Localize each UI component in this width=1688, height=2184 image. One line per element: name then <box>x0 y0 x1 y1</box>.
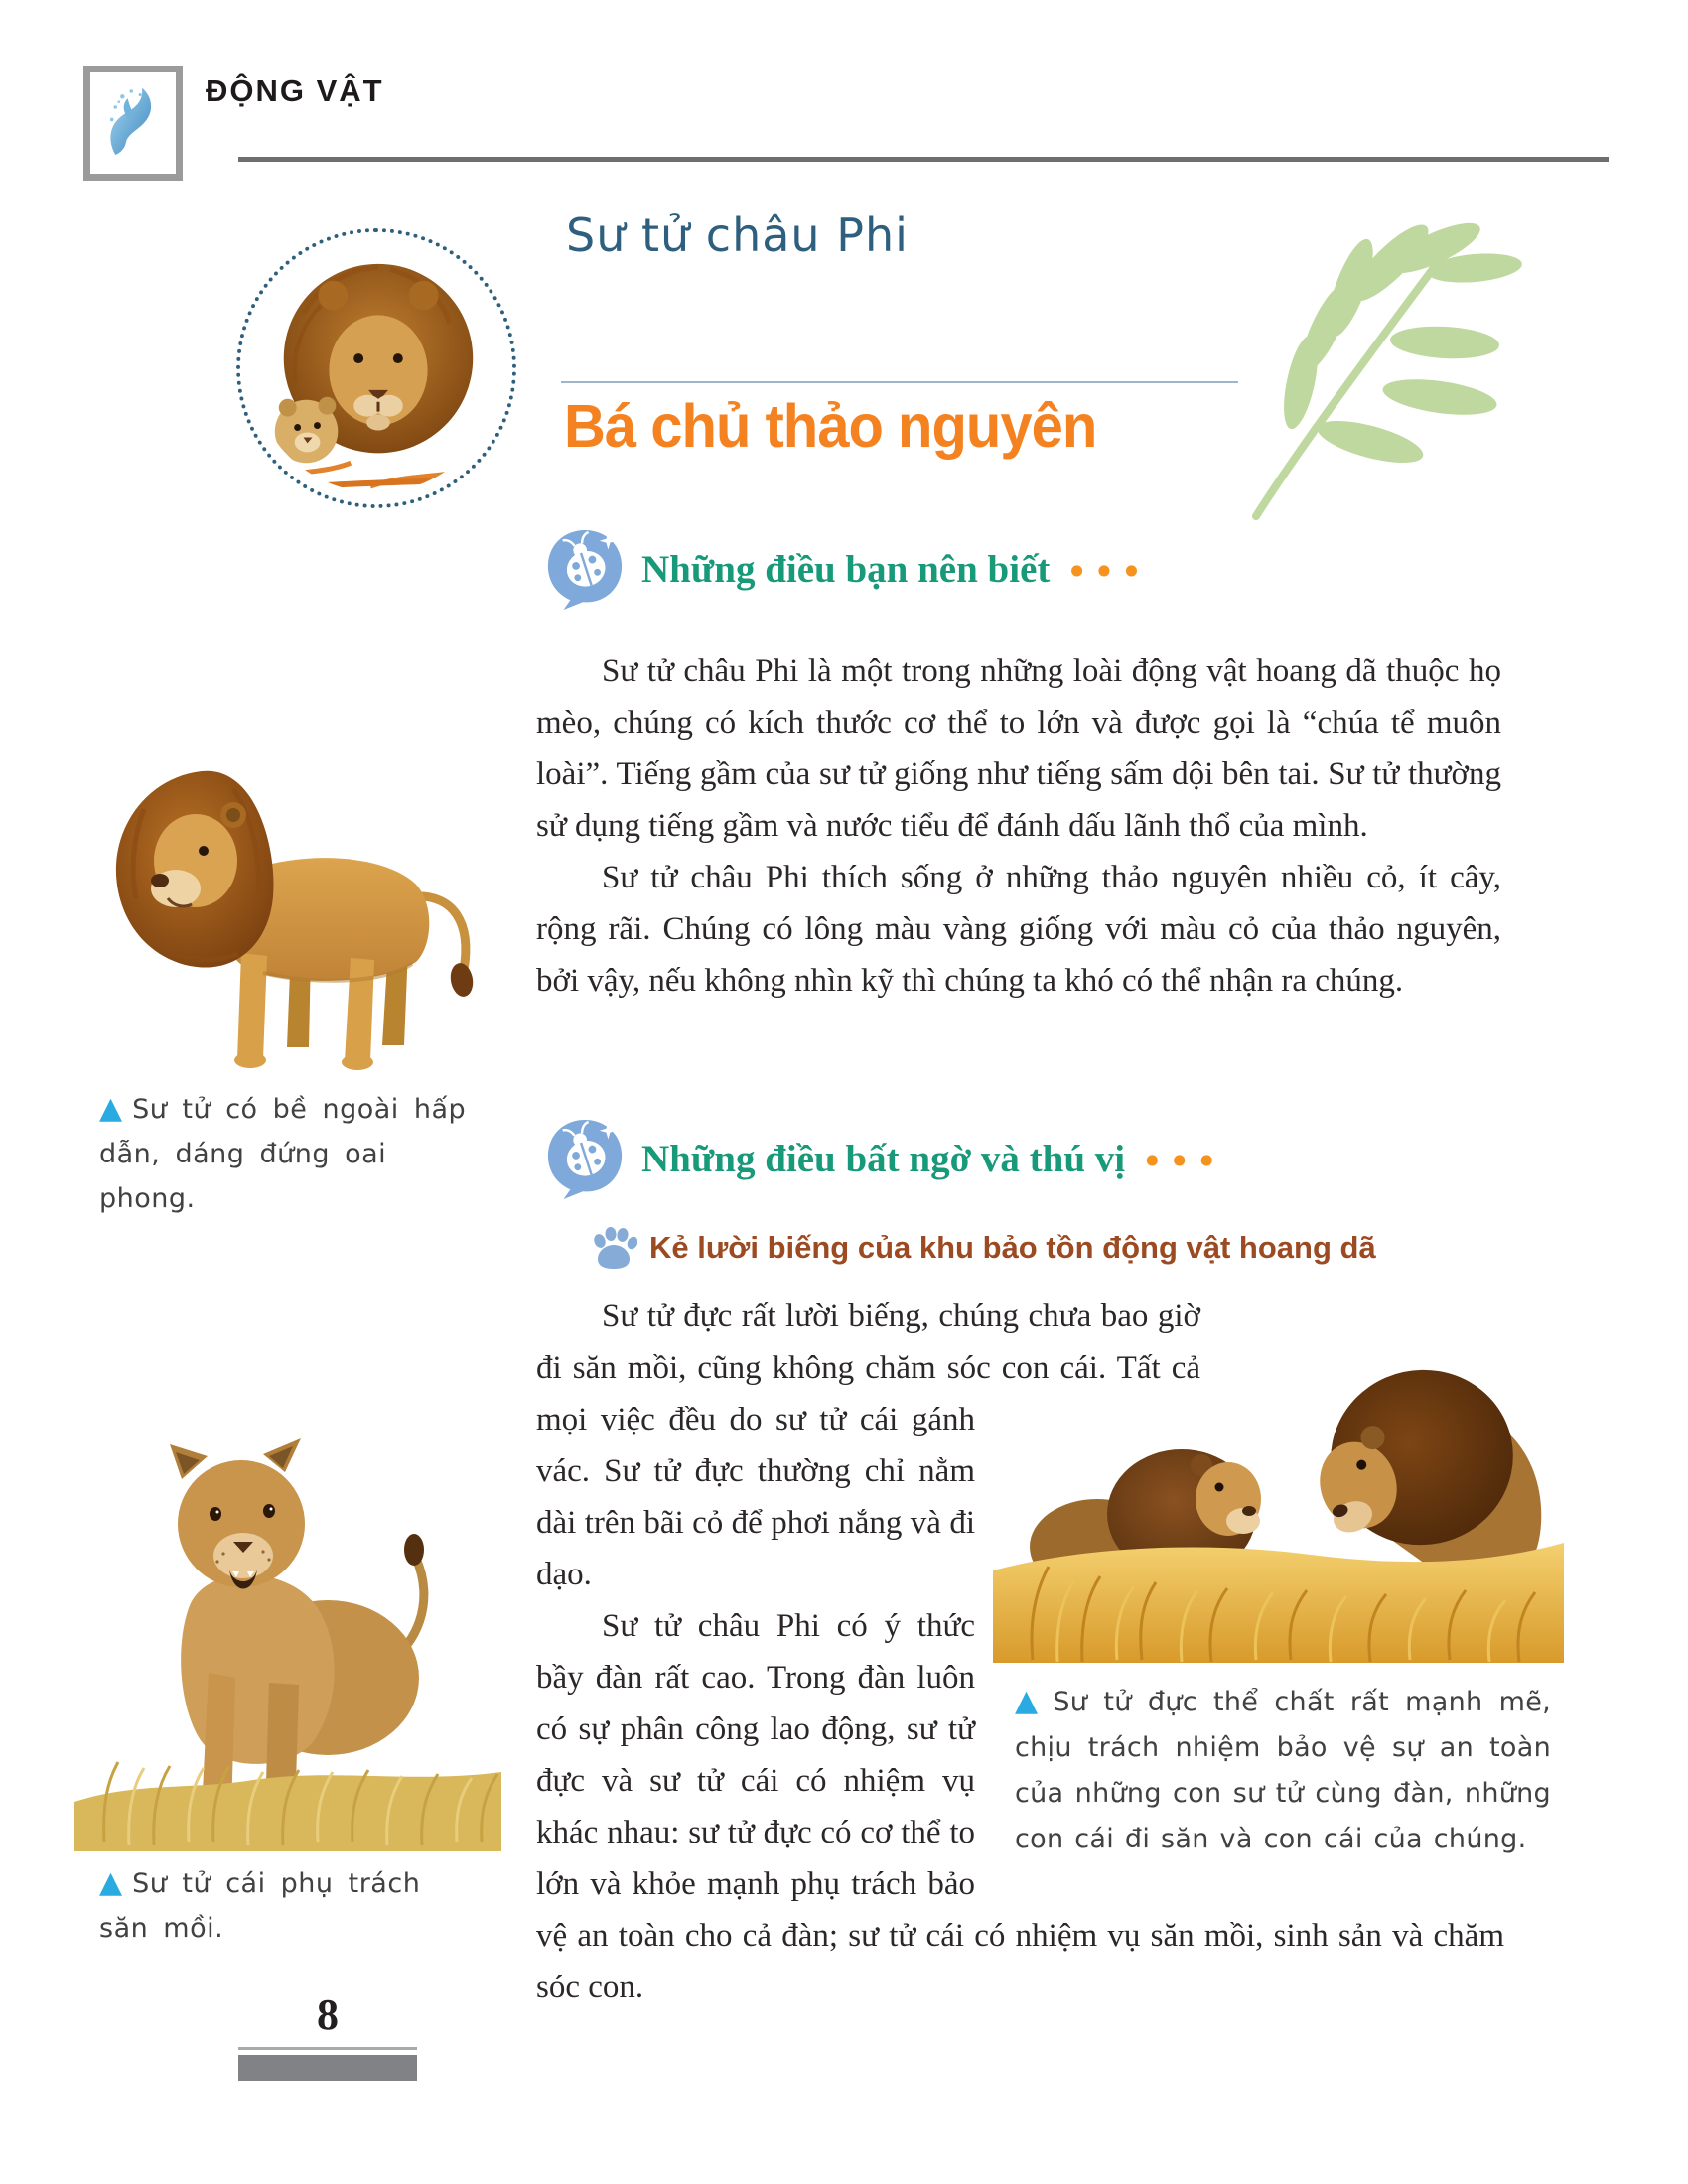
section-1-title: Những điều bạn nên biết <box>641 547 1051 591</box>
caption-text: Sư tử cái phụ trách săn mồi. <box>99 1868 421 1944</box>
footer-bar <box>238 2055 417 2081</box>
section-2-title: Những điều bất ngờ và thú vị <box>641 1137 1126 1180</box>
triangle-marker-icon: ▲ <box>99 1865 123 1900</box>
figure-lioness <box>74 1375 501 1851</box>
paragraph: Sư tử châu Phi là một trong những loài động vật hoang dã thuộc họ mèo, chúng có kích thước cơ thể to lớn và được gọi là “chúa tể muôn loài”. Tiếng gầm của sư tử giống như tiếng sấm dội bên tai. Sư tử thường sử dụng tiếng gầm và nước tiểu để đánh dấu lãnh thổ của mình. <box>536 653 1501 844</box>
section-1-body <box>536 645 1501 1007</box>
leaf-branch-icon <box>1231 194 1529 521</box>
caption-text: Sư tử có bề ngoài hấp dẫn, dáng đứng oai phong. <box>99 1094 467 1214</box>
dolphin-icon <box>101 81 165 165</box>
lion-portrait-frame <box>236 228 516 508</box>
standing-lion-image <box>84 750 501 1077</box>
ladybug-bubble-icon <box>544 526 626 612</box>
species-title: Sư tử châu Phi <box>566 208 909 262</box>
figure-caption <box>99 1860 457 1951</box>
footer-rule <box>238 2047 417 2050</box>
lion-portrait-photo <box>252 244 500 492</box>
lioness-image <box>74 1375 501 1851</box>
leaf-decoration <box>1231 194 1529 521</box>
page-number: 8 <box>317 1990 339 2039</box>
triangle-marker-icon: ▲ <box>1015 1684 1044 1718</box>
section-2-header <box>544 1116 1222 1201</box>
ladybug-bubble-icon <box>544 1116 626 1201</box>
lion-and-cub-image <box>252 244 500 492</box>
subsection-title: Kẻ lười biếng của khu bảo tồn động vật hoang dã <box>649 1230 1376 1265</box>
caption-text: Sư tử đực thể chất rất mạnh mẽ, chịu trách nhiệm bảo vệ sự an toàn của những con sư tử cùng đàn, những con cái đi săn và con cái của chúng. <box>1015 1687 1551 1854</box>
publisher-logo <box>83 66 183 181</box>
heading-dots: ••• <box>1141 1140 1223 1183</box>
section-2-body <box>536 1291 1551 2013</box>
paragraph: Sư tử châu Phi có ý thức bầy đàn rất cao. Trong đàn luôn có sự phân công lao động, sư tử đực và sư tử cái có nhiệm vụ khác nhau: sư tử đực có cơ thể to lớn và khỏe mạnh phụ trách bảo vệ an toàn cho cả đàn; sư tử cái có nhiệm vụ săn mồi, sinh sản và chăm sóc con. <box>536 1608 1504 2005</box>
paragraph: Sư tử đực rất lười biếng, chúng chưa bao giờ đi săn mồi, cũng không chăm sóc con cái. Tất cả mọi việc đều do sư tử cái gánh vác. Sư tử đực thường chỉ nằm dài trên bãi cỏ để phơi nắng và đi dạo. <box>536 1298 1200 1592</box>
subsection-header <box>590 1225 1376 1271</box>
page-headline: Bá chủ thảo nguyên <box>564 392 1097 461</box>
header-rule <box>238 157 1609 162</box>
figure-caption <box>99 1086 487 1221</box>
figure-caption <box>993 1679 1551 1862</box>
triangle-marker-icon: ▲ <box>99 1091 123 1126</box>
heading-dots: ••• <box>1065 550 1148 594</box>
page-category: ĐỘNG VẬT <box>206 73 384 108</box>
title-divider <box>561 381 1238 383</box>
paragraph: Sư tử châu Phi thích sống ở những thảo nguyên nhiều cỏ, ít cây, rộng rãi. Chúng có lông màu vàng giống với màu cỏ của thảo nguyên, bởi vậy, nếu không nhìn kỹ thì chúng ta khó có thể nhận ra chúng. <box>536 860 1501 999</box>
figure-standing-lion <box>84 750 501 1077</box>
section-1-header <box>544 526 1148 612</box>
paw-print-icon <box>590 1225 637 1271</box>
